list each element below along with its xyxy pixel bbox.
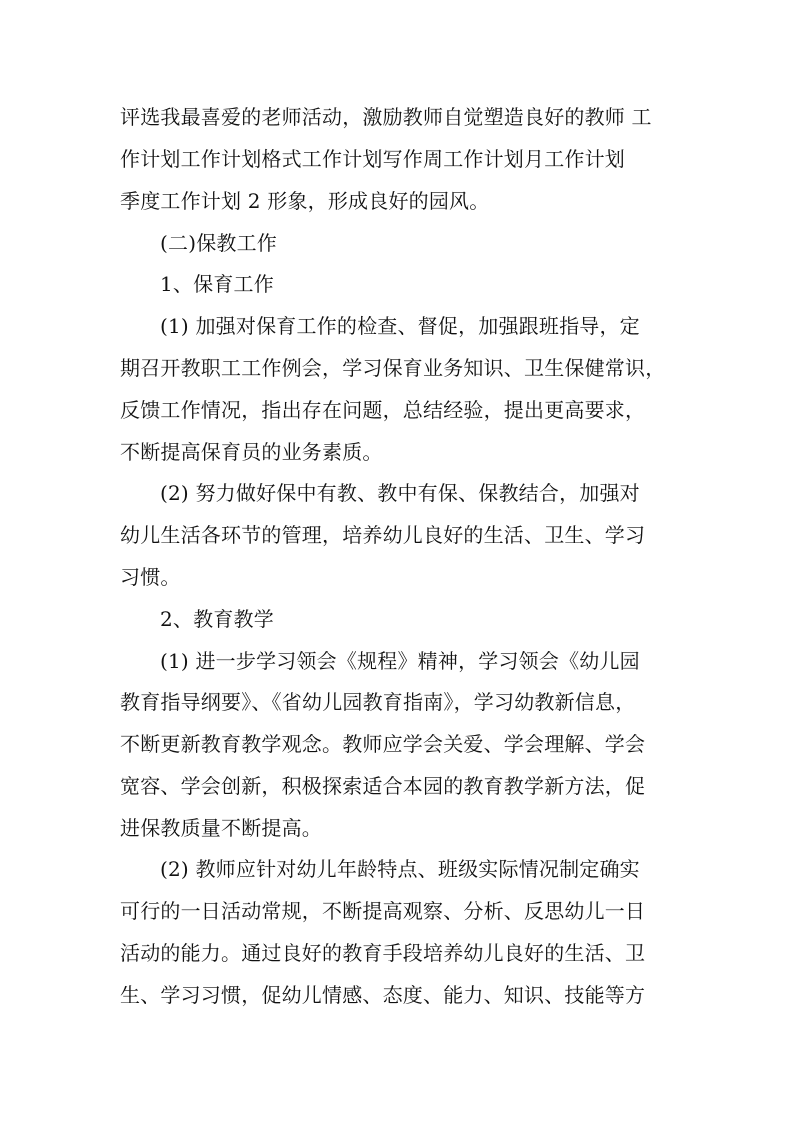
paragraph-line: 习惯。 — [120, 565, 181, 589]
paragraph-line: 季度工作计划 2 形象，形成良好的园风。 — [120, 189, 490, 213]
subsection-heading: 1、保育工作 — [160, 272, 274, 296]
paragraph-line: 进保教质量不断提高。 — [120, 816, 322, 840]
section-heading: (二)保教工作 — [160, 231, 278, 255]
paragraph-line: (2) 教师应针对幼儿年龄特点、班级实际情况制定确实 — [160, 857, 640, 881]
paragraph-line: (1) 进一步学习领会《规程》精神，学习领会《幼儿园 — [160, 649, 640, 673]
paragraph-line: 期召开教职工工作例会，学习保育业务知识、卫生保健常识， — [120, 356, 666, 380]
paragraph-line: 宽容、学会创新，积极探索适合本园的教育教学新方法，促 — [120, 774, 646, 798]
paragraph-line: 不断更新教育教学观念。教师应学会关爱、学会理解、学会 — [120, 732, 646, 756]
paragraph-line: 可行的一日活动常规，不断提高观察、分析、反思幼儿一日 — [120, 899, 646, 923]
paragraph-line: 教育指导纲要》、《省幼儿园教育指南》，学习幼教新信息， — [120, 690, 636, 714]
paragraph-line: (1) 加强对保育工作的检查、督促，加强跟班指导，定 — [160, 314, 640, 338]
paragraph-line: 评选我最喜爱的老师活动，激励教师自觉塑造良好的教师 工 — [120, 105, 652, 129]
paragraph-line: 反馈工作情况，指出存在问题，总结经验，提出更高要求， — [120, 398, 646, 422]
paragraph-line: 幼儿生活各环节的管理，培养幼儿良好的生活、卫生、学习 — [120, 523, 646, 547]
paragraph-line: 生、学习习惯，促幼儿情感、态度、能力、知识、技能等方 — [120, 983, 646, 1007]
paragraph-line: 不断提高保育员的业务素质。 — [120, 440, 383, 464]
paragraph-line: 活动的能力。通过良好的教育手段培养幼儿良好的生活、卫 — [120, 941, 646, 965]
paragraph-line: 作计划工作计划格式工作计划写作周工作计划月工作计划 — [120, 147, 625, 171]
paragraph-line: (2) 努力做好保中有教、教中有保、保教结合，加强对 — [160, 481, 640, 505]
subsection-heading: 2、教育教学 — [160, 607, 274, 631]
